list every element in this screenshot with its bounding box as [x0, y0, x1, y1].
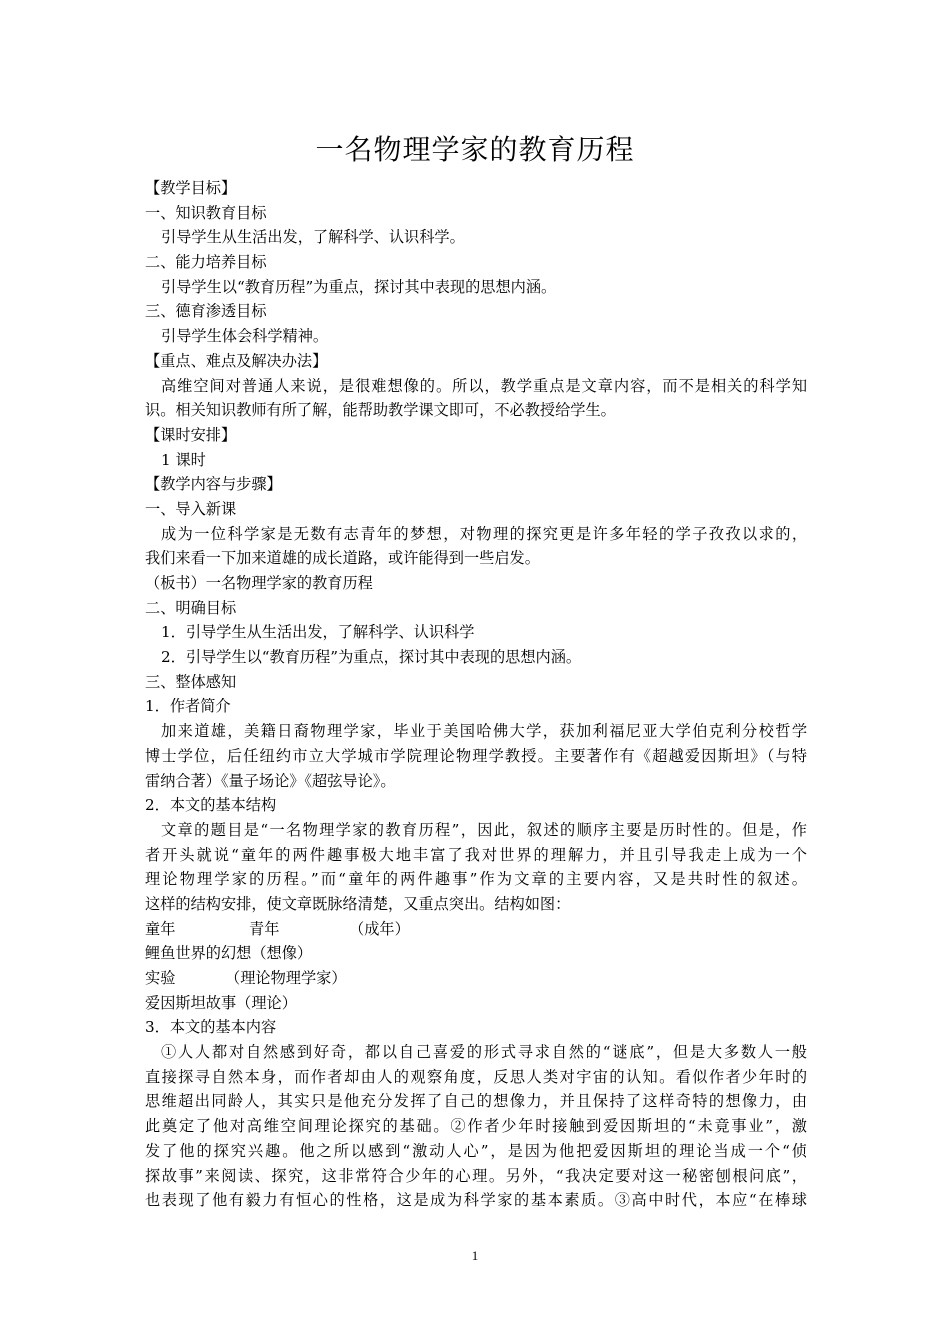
paragraph-line: 雷纳合著）《量子场论》《超弦导论》。 [145, 771, 396, 790]
structure-diagram-row [145, 917, 807, 942]
structure-experiment: 实验 [145, 969, 176, 987]
paragraph-line: 引导学生体会科学精神。 [161, 327, 329, 346]
structure-diagram-row [145, 966, 807, 991]
paragraph-line: 识。相关知识教师有所了解，能帮助教学课文即可，不必教授给学生。 [145, 401, 616, 420]
structure-adult: （成年） [349, 919, 410, 938]
structure-theorist: （理论物理学家） [225, 969, 347, 987]
subsection-heading: 一、导入新课 [145, 499, 237, 518]
paragraph-line: 者开头就说“童年的两件趣事极大地丰富了我对世界的理解力，并且引导我走上成为一个 [145, 845, 807, 864]
section-heading: 【教学目标】 [145, 179, 237, 197]
paragraph-line: 加来道雄，美籍日裔物理学家，毕业于美国哈佛大学，获加利福尼亚大学伯克利分校哲学 [161, 722, 807, 741]
subsection-heading: 一、知识教育目标 [145, 203, 267, 222]
paragraph-line: 成为一位科学家是无数有志青年的梦想，对物理的探究更是许多年轻的学子孜孜以求的， [161, 524, 807, 543]
page-number: 1 [471, 1248, 479, 1263]
paragraph-line: 发了他的探究兴趣。他之所以感到“激动人心”，是因为他把爱因斯坦的理论当成一个“侦 [145, 1141, 807, 1160]
paragraph-line: 理论物理学家的历程。”而“童年的两件趣事”作为文章的主要内容，又是共时性的叙述。 [145, 870, 807, 889]
list-item: 2．引导学生以“教育历程”为重点，探讨其中表现的思想内涵。 [161, 648, 582, 667]
paragraph-line: 我们来看一下加来道雄的成长道路，或许能得到一些启发。 [145, 549, 540, 568]
structure-youth: 青年 [249, 919, 280, 938]
subsection-heading: 2．本文的基本结构 [145, 796, 277, 815]
paragraph-line: 博士学位，后任纽约市立大学城市学院理论物理学教授。主要著作有《超越爱因斯坦》（与特 [145, 746, 807, 765]
paragraph-line: 此奠定了他对高维空间理论探究的基础。②作者少年时接触到爱因斯坦的“未竟事业”，激 [145, 1117, 807, 1136]
paragraph-line: 这样的结构安排，使文章既脉络清楚，又重点突出。结构如图： [145, 894, 571, 913]
paragraph-line: 引导学生以“教育历程”为重点，探讨其中表现的思想内涵。 [161, 277, 557, 296]
paragraph-line: 1 课时 [161, 450, 206, 469]
subsection-heading: 二、能力培养目标 [145, 253, 267, 272]
section-heading: 【重点、难点及解决办法】 [145, 351, 328, 370]
paragraph-line: 思维超出同龄人，其实只是他充分发挥了自己的想像力，并且保持了这样奇特的想像力，由 [145, 1092, 807, 1111]
paragraph-line: 文章的题目是“一名物理学家的教育历程”，因此，叙述的顺序主要是历时性的。但是，作 [161, 820, 807, 839]
paragraph-line: ①人人都对自然感到好奇，都以自己喜爱的形式寻求自然的“谜底”，但是大多数人一般 [161, 1043, 807, 1062]
document-body [145, 176, 807, 1213]
paragraph-line: 探故事”来阅读、探究，这非常符合少年的心理。另外，“我决定要对这一秘密刨根问底”， [145, 1166, 807, 1185]
subsection-heading: 二、明确目标 [145, 598, 237, 617]
paragraph-line: （板书）一名物理学家的教育历程 [145, 574, 373, 592]
structure-carp: 鲤鱼世界的幻想（想像） [145, 944, 313, 963]
paragraph-line: 引导学生从生活出发，了解科学、认识科学。 [161, 228, 465, 247]
paragraph-line: 高维空间对普通人来说，是很难想像的。所以，教学重点是文章内容，而不是相关的科学知 [161, 376, 807, 395]
structure-childhood: 童年 [145, 919, 176, 938]
list-item: 1．引导学生从生活出发，了解科学、认识科学 [161, 623, 475, 642]
paragraph-line: 直接探寻自然本身，而作者却由人的观察角度，反思人类对宇宙的认知。看似作者少年时的 [145, 1067, 807, 1086]
document-title: 一名物理学家的教育历程 [315, 133, 635, 166]
section-heading: 【课时安排】 [145, 425, 237, 444]
subsection-heading: 1．作者简介 [145, 697, 231, 716]
subsection-heading: 三、德育渗透目标 [145, 302, 267, 321]
section-heading: 【教学内容与步骤】 [145, 475, 282, 494]
paragraph-line: 也表现了他有毅力有恒心的性格，这是成为科学家的基本素质。③高中时代，本应“在棒球 [145, 1191, 807, 1210]
subsection-heading: 三、整体感知 [145, 672, 237, 691]
subsection-heading: 3．本文的基本内容 [145, 1018, 277, 1037]
structure-einstein: 爱因斯坦故事（理论） [145, 993, 297, 1012]
